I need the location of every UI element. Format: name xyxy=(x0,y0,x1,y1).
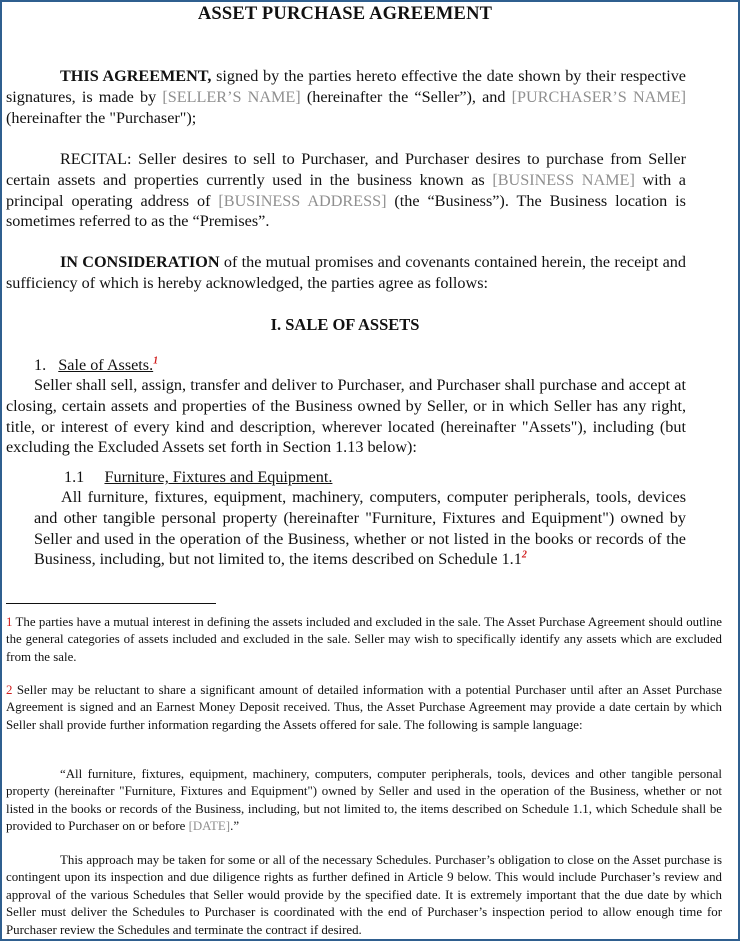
intro-paragraph: THIS AGREEMENT, signed by the parties hereto effective the date shown by their respective signatures, is made by [SELLER’S NAME] (hereinafter the “Seller”), and [PURCHASER’S NAME] (hereinafter the "Purchaser"); xyxy=(6,67,686,127)
business-name-placeholder: [BUSINESS NAME] xyxy=(492,170,635,189)
business-address-placeholder: [BUSINESS ADDRESS] xyxy=(218,191,387,210)
item-1-1-heading: Furniture, Fixtures and Equipment. xyxy=(104,468,333,486)
footnote-2: 2 Seller may be reluctant to share a significant amount of detailed information with a potential Purchaser until after an Asset Purchase Agreement is signed and an Earnest Money Deposit received. Thus, the Asset Purchase Agreement may provide a date certain by which Seller shall provide further information regarding the Assets offered for sale. The following is sample language: xyxy=(6,683,722,732)
item-1-heading-line xyxy=(34,355,694,376)
item-1-1-body: All furniture, fixtures, equipment, machinery, computers, computer peripherals, tools, devices and other tangible personal property (hereinafter "Furniture, Fixtures and Equipment") owned by Seller and used in the operation of the Business, whether or not listed in the books or records of the Business, including, but not limited to, the items described on Schedule 1.1$^2$ xyxy=(34,488,686,569)
consideration-lead: IN CONSIDERATION xyxy=(60,253,220,271)
footnote-2-approach: This approach may be taken for some or all of the necessary Schedules. Purchaser’s obligation to close on the Asset purchase is contingent upon its inspection and due diligence rights as further defined in Article 9 below. This would include Purchaser’s review and approval of the various Schedules that Seller would provide by the specified date. It is extremely important that the due date by which Seller must deliver the Schedules to Purchaser is coordinated with the end of Purchaser’s inspection period to allow enough time for Purchaser review the Schedules and terminate the contract if desired. xyxy=(6,853,722,937)
purchaser-name-placeholder: [PURCHASER’S NAME] xyxy=(511,87,686,106)
document-title: ASSET PURCHASE AGREEMENT xyxy=(197,4,493,24)
footnote-2-number: 2 xyxy=(6,683,13,697)
date-placeholder: [DATE] xyxy=(188,819,231,834)
section-heading: I. SALE OF ASSETS xyxy=(270,315,420,334)
item-1-1-heading-line xyxy=(64,467,684,488)
seller-name-placeholder: [SELLER’S NAME] xyxy=(162,87,301,106)
recital-paragraph: RECITAL: Seller desires to sell to Purchaser, and Purchaser desires to purchase from Seller certain assets and properties currently used in the business known as [BUSINESS NAME] with a principal operating address of [BUSINESS ADDRESS] (the “Business”). The Business location is sometimes referred to as the “Premises”. xyxy=(6,150,686,231)
item-1-heading: Sale of Assets. xyxy=(58,356,154,374)
item-1-body: Seller shall sell, assign, transfer and deliver to Purchaser, and Purchaser shall purchase and accept at closing, certain assets and properties of the Business owned by Seller, or in which Seller has any right, title, or interest of every kind and description, wherever located (hereinafter "Assets"), including (but excluding the Excluded Assets set forth in Section 1.13 below): xyxy=(6,376,686,457)
item-1-1-number: 1.1 xyxy=(64,468,85,486)
footnote-2-sample-quote: “All furniture, fixtures, equipment, machinery, computers, computer peripherals, tools, devices and other tangible personal property (hereinafter "Furniture, Fixtures and Equipment") owned by Seller and used in the operation of the Business, whether or not listed in the books or records of the Business, including, but not limited to, the items described on Schedule 1.1, which Schedule shall be provided to Purchaser on or before [DATE].” xyxy=(6,767,722,834)
footnote-1-number: 1 xyxy=(6,615,13,629)
intro-lead: THIS AGREEMENT, xyxy=(60,67,212,85)
footnote-1: 1 The parties have a mutual interest in defining the assets included and excluded in the sale. The Asset Purchase Agreement should outline the general categories of assets included and excluded in the sale. Seller may wish to specifically identify any assets which are excluded from the sale. xyxy=(6,615,722,664)
consideration-paragraph: IN CONSIDERATION of the mutual promises and covenants contained herein, the receipt and sufficiency of which is hereby acknowledged, the parties agree as follows: xyxy=(6,253,686,292)
item-1-number: 1. xyxy=(34,356,47,374)
footnote-ref-1: 1 xyxy=(153,355,159,367)
footnote-divider xyxy=(6,603,216,604)
footnote-ref-2: 2 xyxy=(521,550,527,561)
